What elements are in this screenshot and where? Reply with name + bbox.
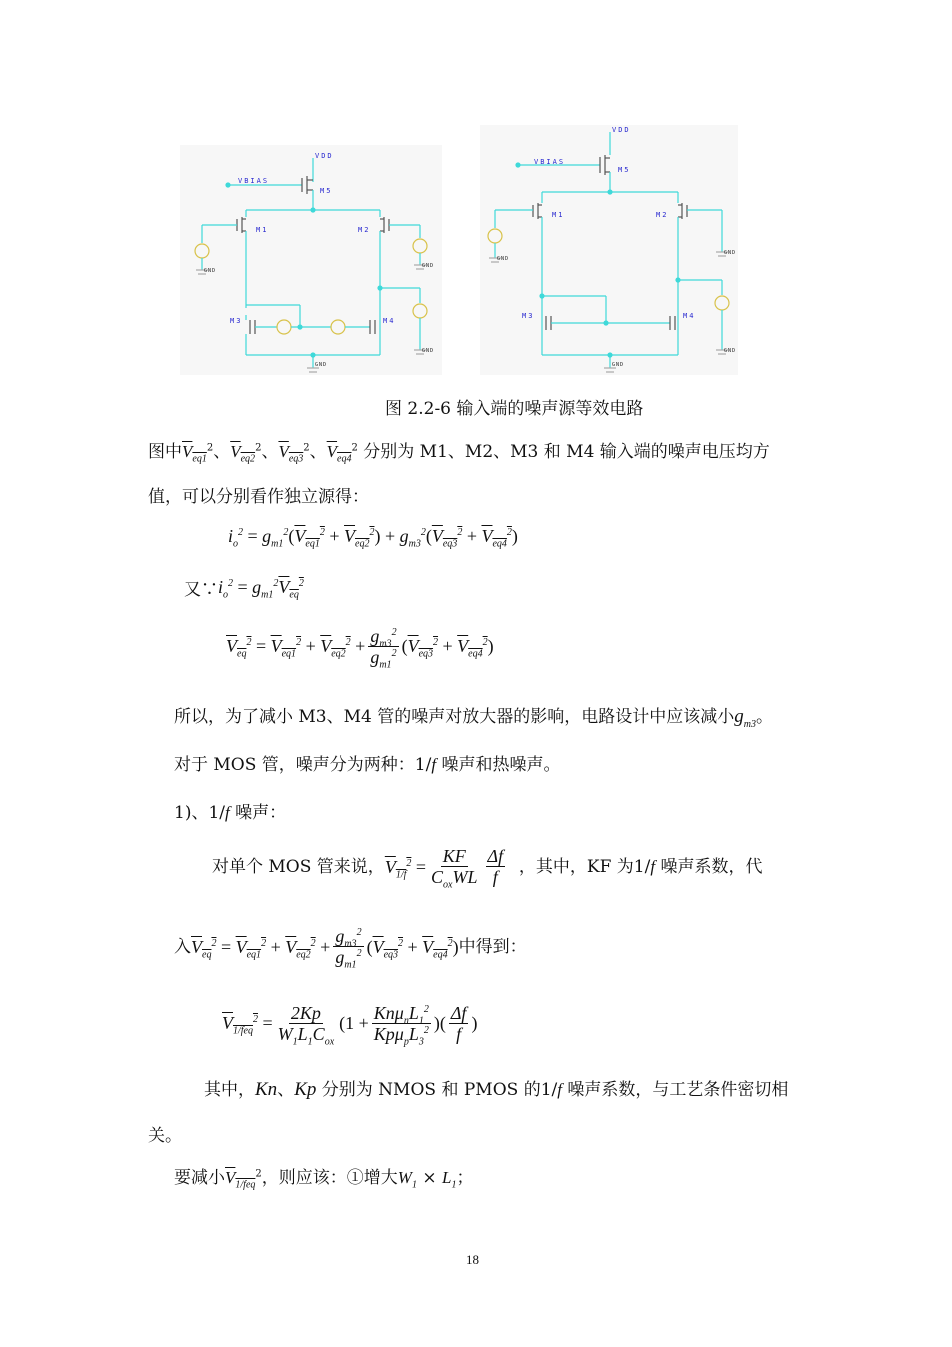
left-vdd-label: VDD: [315, 152, 334, 160]
left-m2-label: M2: [358, 226, 371, 234]
math-veq3: $V_{eq3}$: [278, 442, 304, 465]
page-number: 18: [466, 1252, 479, 1267]
left-gnd-label-4: GND: [315, 362, 328, 368]
left-m3-label: M3: [230, 317, 243, 325]
paragraph-5: 1)、1/f 噪声：: [174, 803, 287, 823]
paragraph-4: 对于 MOS 管，噪声分为两种：1/f 噪声和热噪声。: [174, 755, 561, 775]
figure-schematics: [180, 120, 740, 380]
paragraph-7: 入 $V_{eq}^2$ = $V_{eq1}^2$ + $V_{eq2}^2$ + $\frac{g_{m3}^2}{g_{m1}^2}$ ( $V_{eq3}^2$ + $V_{eq4}^2$ ) 中得到：: [174, 926, 527, 971]
math-veq2: $V_{eq2}$: [230, 442, 256, 465]
left-m1-label: M1: [256, 226, 269, 234]
paragraph-8: 其中，Kn、Kp 分别为 NMOS 和 PMOS 的1/f 噪声系数，与工艺条件密切相: [204, 1079, 789, 1100]
figure-caption: 图 2.2-6 输入端的噪声源等效电路: [385, 399, 644, 419]
left-m4-label: M4: [383, 317, 396, 325]
left-m5-label: M5: [320, 187, 333, 195]
paragraph-9: 关。: [148, 1126, 182, 1146]
left-gnd-label-2: GND: [422, 263, 435, 269]
equation-v1feq: $V_{1/feq}^2$ = $\frac{2Kp}{W_1L_1C_{ox}}$ (1 + $\frac{Kn\mu_nL_1^2}{Kp\mu_pL_3^2}$ )( $\frac{\Delta f}{f}$ ): [222, 1003, 478, 1048]
right-vdd-label: VDD: [612, 126, 631, 134]
p1-end: 分别为 M1、M2、M3 和 M4 输入端的噪声电压均方: [363, 442, 770, 462]
equation-veq: $V_{eq}^2$ = $V_{eq1}^2$ + $V_{eq2}^2$ + $\frac{g_{m3}^2}{g_{m1}^2}$ ( $V_{eq3}^2$ + $V_{eq4}^2$ ): [226, 626, 494, 671]
schematic-drawing: [180, 120, 740, 380]
equation-io2: $i_o^2$ = $g_{m1}^2$ ( $V_{eq1}^2$ + $V_{eq2}^2$ ) + $g_{m3}^2$ ( $V_{eq3}^2$ + $V_{eq4}^2$ ): [228, 526, 518, 550]
paragraph-3: 所以，为了减小 M3、M4 管的噪声对放大器的影响，电路设计中应该减小$g_{m3}$。: [174, 706, 773, 730]
equation-veq-substitute: $V_{eq}^2$ = $V_{eq1}^2$ + $V_{eq2}^2$ + $\frac{g_{m3}^2}{g_{m1}^2}$ ( $V_{eq3}^2$ + $V_{eq4}^2$ ): [191, 926, 459, 971]
right-gnd-label-4: GND: [612, 362, 625, 368]
schematic-right: [480, 125, 738, 375]
left-vbias-label: VBIAS: [238, 177, 270, 185]
right-gnd-label-3: GND: [724, 348, 737, 354]
right-m1-label: M1: [552, 211, 565, 219]
equation-also: 又∵ $i_o^2$ = $g_{m1}^2$ $V_{eq}^2$: [184, 577, 304, 601]
schematic-left: [180, 145, 442, 375]
paragraph-10: 要减小$V_{1/feq}^2$，则应该：①增大$W_1 \times L_1$；: [174, 1168, 474, 1191]
right-m5-label: M5: [618, 166, 631, 174]
right-gnd-label-2: GND: [724, 250, 737, 256]
right-m3-label: M3: [522, 312, 535, 320]
right-m4-label: M4: [683, 312, 696, 320]
paragraph-6: 对单个 MOS 管来说， $V_{1/f}^2$ = $\frac{KF}{C_{ox}WL}$ $\frac{\Delta f}{f}$ ，其中，KF 为1/ f 噪声系数，代: [212, 846, 763, 891]
right-vbias-label: VBIAS: [534, 158, 566, 166]
p1-start: 图中: [148, 442, 182, 462]
math-veq1: $V_{eq1}$: [182, 442, 207, 465]
equation-v1f: $V_{1/f}^2$ = $\frac{KF}{C_{ox}WL}$ $\frac{\Delta f}{f}$: [384, 846, 504, 891]
left-gnd-label-3: GND: [422, 348, 435, 354]
left-gnd-label-1: GND: [204, 268, 217, 274]
right-gnd-label-1: GND: [497, 256, 510, 262]
right-m2-label: M2: [656, 211, 669, 219]
paragraph-1: 图中$V_{eq1}^2$、$V_{eq2}^2$、$V_{eq3}^2$、$V_{eq4}^2$ 分别为 M1、M2、M3 和 M4 输入端的噪声电压均方: [148, 442, 770, 465]
paragraph-2: 值，可以分别看作独立源得：: [148, 487, 369, 507]
math-veq4: $V_{eq4}$: [326, 442, 352, 465]
